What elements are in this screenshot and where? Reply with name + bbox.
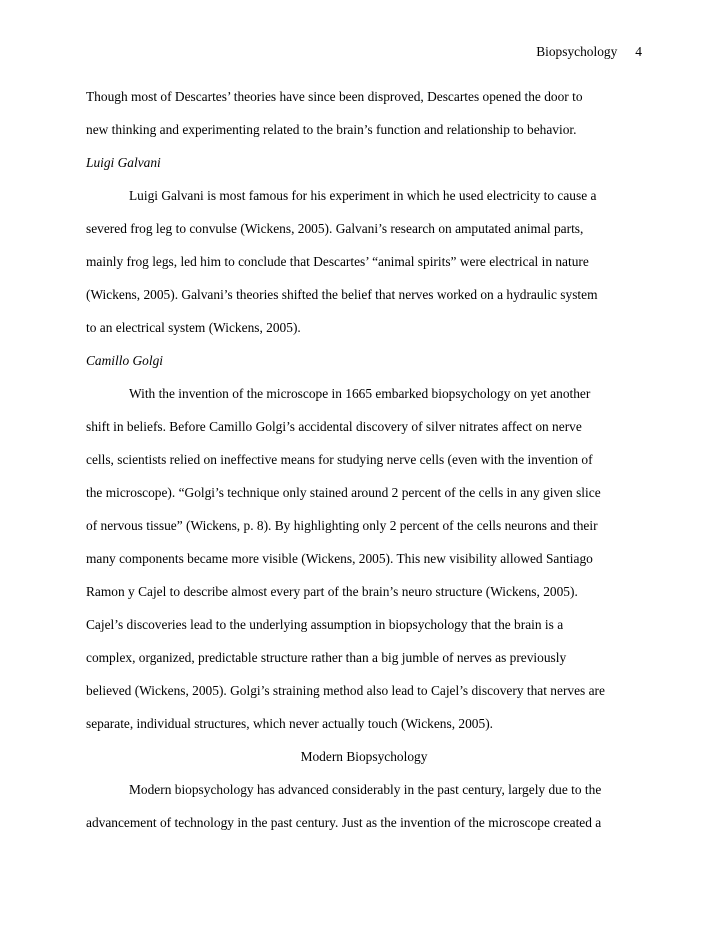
paragraph-line: cells, scientists relied on ineffective means for studying nerve cells (even with the invention of	[86, 452, 593, 467]
paragraph-line: the microscope). “Golgi’s technique only stained around 2 percent of the cells in any given slice	[86, 485, 601, 500]
paragraph-line: Cajel’s discoveries lead to the underlying assumption in biopsychology that the brain is a	[86, 617, 564, 632]
paragraph-line: new thinking and experimenting related to the brain’s function and relationship to behavior.	[86, 122, 577, 137]
paragraph-line: Though most of Descartes’ theories have since been disproved, Descartes opened the door to	[86, 89, 583, 104]
paragraph-line: believed (Wickens, 2005). Golgi’s straining method also lead to Cajel’s discovery that nerves are	[86, 683, 605, 698]
paragraph-line: mainly frog legs, led him to conclude that Descartes’ “animal spirits” were electrical in nature	[86, 254, 589, 269]
section-heading-luigi-galvani: Luigi Galvani	[86, 155, 161, 170]
paragraph-line: shift in beliefs. Before Camillo Golgi’s accidental discovery of silver nitrates affect on nerve	[86, 419, 582, 434]
paragraph-line: Luigi Galvani is most famous for his experiment in which he used electricity to cause a	[129, 188, 597, 203]
paragraph-line: separate, individual structures, which never actually touch (Wickens, 2005).	[86, 716, 493, 731]
paragraph-line: many components became more visible (Wickens, 2005). This new visibility allowed Santiago	[86, 551, 593, 566]
running-head: Biopsychology	[536, 44, 618, 59]
page-number: 4	[635, 44, 642, 59]
section-heading-camillo-golgi: Camillo Golgi	[86, 353, 164, 368]
paragraph-line: of nervous tissue” (Wickens, p. 8). By highlighting only 2 percent of the cells neurons and their	[86, 518, 598, 533]
paragraph-line: advancement of technology in the past century. Just as the invention of the microscope created a	[86, 815, 602, 830]
page-header	[536, 44, 642, 60]
paragraph-line: Ramon y Cajel to describe almost every part of the brain’s neuro structure (Wickens, 2005).	[86, 584, 578, 599]
paragraph-line: complex, organized, predictable structure rather than a big jumble of nerves as previously	[86, 650, 567, 665]
paragraph-line: (Wickens, 2005). Galvani’s theories shifted the belief that nerves worked on a hydraulic system	[86, 287, 598, 302]
paragraph-line: to an electrical system (Wickens, 2005).	[86, 320, 301, 335]
section-heading-modern-biopsychology: Modern Biopsychology	[300, 749, 428, 764]
paragraph-line: severed frog leg to convulse (Wickens, 2005). Galvani’s research on amputated animal parts,	[86, 221, 584, 236]
paragraph-line: With the invention of the microscope in 1665 embarked biopsychology on yet another	[129, 386, 591, 401]
paragraph-line: Modern biopsychology has advanced considerably in the past century, largely due to the	[129, 782, 602, 797]
